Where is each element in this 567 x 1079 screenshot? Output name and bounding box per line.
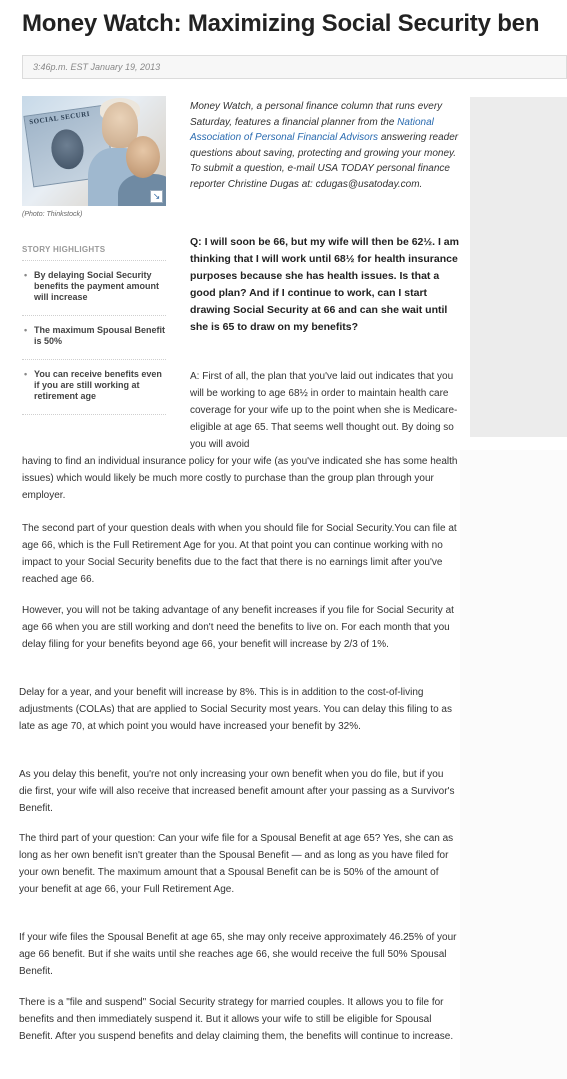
bullet-icon: •: [24, 325, 28, 335]
answer-paragraph-1-cont: having to find an individual insurance policy for your wife (as you've indicated she has some health issues) which would likely be much more costly to purchase than the group plan through your employer.: [22, 456, 458, 501]
answer-paragraph-1: A: First of all, the plan that you've laid out indicates that you will be working to age 68½ in order to maintain health care coverage for your wife up to the point when she is Medicare-eligible at age 65. That seems well thought out. By doing so you will avoid: [190, 371, 458, 450]
highlight-item: [22, 260, 166, 315]
intro-text-cont: answering reader questions about saving, protecting and growing your money. To submit a question, e-mail USA TODAY personal finance reporter Christine Dugas at: cdugas@usatoday.com.: [190, 132, 459, 190]
answer-paragraph-8: There is a "file and suspend" Social Security strategy for married couples. It allows you to file for benefits and then immediately suspend it. But it allows your wife to still be eligible for Spousal Benefit. After you suspend benefits and delay claiming them, the benefits will continue to increase.: [19, 997, 454, 1042]
answer-paragraph-5: As you delay this benefit, you're not only increasing your own benefit when you do file, but if you die first, your wife will also receive that increased benefit amount after your passing as a Survivor's Benefit.: [19, 769, 455, 814]
highlight-item: [22, 315, 166, 359]
story-highlights-list: [22, 260, 166, 415]
bullet-icon: •: [24, 270, 28, 280]
napfa-link[interactable]: National Association of Personal Financial Advisors: [190, 116, 434, 143]
man-face: [126, 136, 160, 178]
reader-question: Q: I will soon be 66, but my wife will then be 62½. I am thinking that I will work until 68½ for health insurance purposes because she has health issues. Is that a good plan? And if I continue to work, can I start drawing Social Security at 66 and can she wait until she is 65 to draw on my benefits?: [190, 236, 459, 333]
expand-photo-icon[interactable]: ↘: [150, 190, 163, 203]
highlight-item: [22, 359, 166, 415]
article-headline: Money Watch: Maximizing Social Security ben: [22, 10, 540, 37]
highlight-text: By delaying Social Security benefits the payment amount will increase: [34, 270, 160, 302]
advertisement-placeholder[interactable]: [470, 97, 567, 437]
highlight-text: You can receive benefits even if you are still working at retirement age: [34, 369, 162, 401]
card-portrait: [49, 127, 86, 171]
card-text: SOCIAL SECURI: [28, 109, 91, 127]
intro-text: Money Watch, a personal finance column that runs every Saturday, features a financial planner from the: [190, 101, 443, 128]
photo-credit: (Photo: Thinkstock): [22, 211, 83, 218]
answer-paragraph-4: Delay for a year, and your benefit will increase by 8%. This is in addition to the cost-of-living adjustments (COLAs) that are applied to Social Security most years. You can delay this filing to as late as age 70, at which point you would have increased your benefit by 32%.: [19, 687, 452, 732]
article-photo[interactable]: [22, 96, 166, 206]
column-intro: [190, 99, 460, 192]
answer-paragraph-2: The second part of your question deals with when you should file for Social Security.You can file at age 66, which is the Full Retirement Age for you. At that point you can continue working with no impact to your Social Security benefits due to the fact that there is no earnings limit after you've reached age 66.: [22, 523, 457, 585]
answer-paragraph-6: The third part of your question: Can your wife file for a Spousal Benefit at age 65? Yes, she can as long as her own benefit isn't greater than the Spousal Benefit — and as long as you have filed for your own benefit. The maximum amount that a Spousal Benefit can be is 50% of the amount of your benefit at age 66, your Full Retirement Age.: [19, 833, 454, 895]
dateline-text: 3:46p.m. EST January 19, 2013: [33, 62, 161, 72]
highlight-text: The maximum Spousal Benefit is 50%: [34, 325, 166, 346]
bullet-icon: •: [24, 369, 28, 379]
answer-paragraph-7: If your wife files the Spousal Benefit at age 65, she may only receive approximately 46.25% of your age 66 benefit. But if she waits until she reaches age 66, she would receive the full 50% Spousal Benefit.: [19, 932, 457, 977]
right-column-background: [460, 450, 567, 1079]
story-highlights-heading: STORY HIGHLIGHTS: [22, 245, 106, 254]
article-dateline: [22, 55, 567, 79]
answer-paragraph-3: However, you will not be taking advantage of any benefit increases if you file for Social Security at age 66 when you are still working and don't need the benefits to live on. For each month that you delay filing for your benefits beyond age 66, your benefit will increase by 2/3 of 1%.: [22, 605, 454, 650]
